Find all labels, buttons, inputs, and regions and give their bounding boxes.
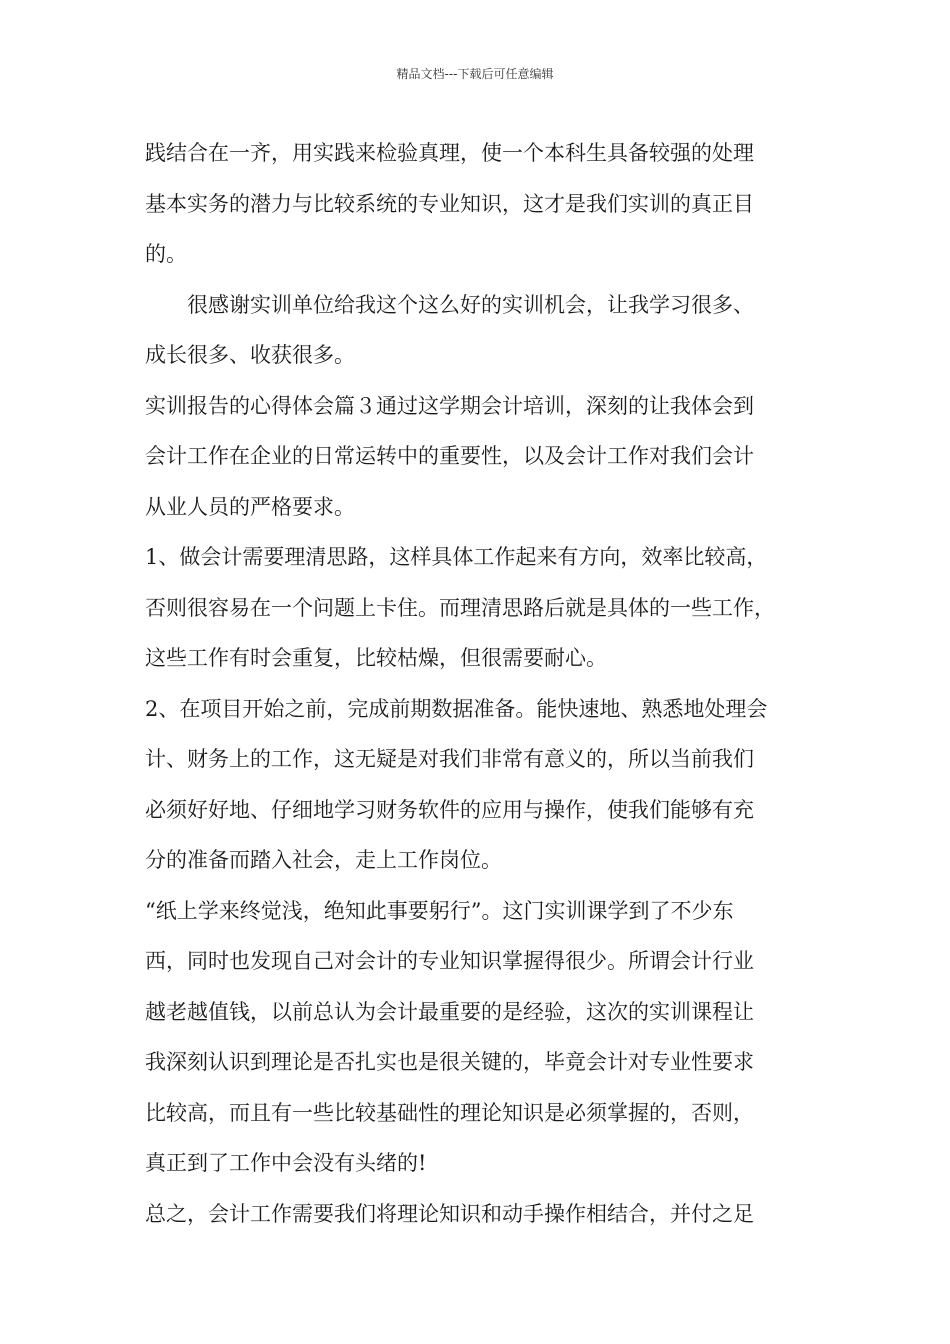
text-line: 这些工作有时会重复，比较枯燥，但很需要耐心。 — [145, 646, 607, 670]
text-line: 2、在项目开始之前，完成前期数据准备。能快速地、熟悉地处理会 — [145, 696, 768, 721]
text-line: 践结合在一齐，用实践来检验真理，使一个本科生具备较强的处理 — [145, 141, 754, 165]
text-line: 的。 — [145, 242, 187, 266]
page-header: 精品文档---下载后可任意编辑 — [396, 67, 554, 81]
document-body — [145, 128, 810, 1239]
text-line: 实训报告的心得体会篇３通过这学期会计培训，深刻的让我体会到 — [145, 393, 754, 418]
text-line: 成长很多、收获很多。 — [145, 343, 355, 367]
text-line: 西，同时也发现自己对会计的专业知识掌握得很少。所谓会计行业 — [145, 949, 754, 973]
text-line: 很感谢实训单位给我这个这么好的实训机会，让我学习很多、 — [187, 292, 754, 317]
text-line: 比较高，而且有一些比较基础性的理论知识是必须掌握的，否则， — [145, 1100, 754, 1125]
text-line: 必须好好地、仔细地学习财务软件的应用与操作，使我们能够有充 — [145, 797, 754, 822]
text-line: 否则很容易在一个问题上卡住。而理清思路后就是具体的一些工作， — [145, 595, 775, 620]
text-line: 计、财务上的工作，这无疑是对我们非常有意义的，所以当前我们 — [145, 747, 754, 771]
text-line: 从业人员的严格要求。 — [145, 494, 355, 519]
text-line: 分的准备而踏入社会，走上工作岗位。 — [145, 848, 502, 872]
text-line: 会计工作在企业的日常运转中的重要性，以及会计工作对我们会计 — [145, 444, 754, 468]
text-line: 1、做会计需要理清思路，这样具体工作起来有方向，效率比较高， — [145, 545, 768, 569]
text-line: 我深刻认识到理论是否扎实也是很关键的，毕竟会计对专业性要求 — [145, 1050, 754, 1074]
text-line: 越老越值钱，以前总认为会计最重要的是经验，这次的实训课程让 — [145, 999, 754, 1024]
text-line: “纸上学来终觉浅，绝知此事要躬行”。这门实训课学到了不少东 — [145, 898, 734, 923]
text-line: 基本实务的潜力与比较系统的专业知识，这才是我们实训的真正目 — [145, 191, 754, 216]
text-line: 总之，会计工作需要我们将理论知识和动手操作相结合，并付之足 — [145, 1201, 754, 1226]
text-line: 真正到了工作中会没有头绪的! — [145, 1151, 427, 1175]
